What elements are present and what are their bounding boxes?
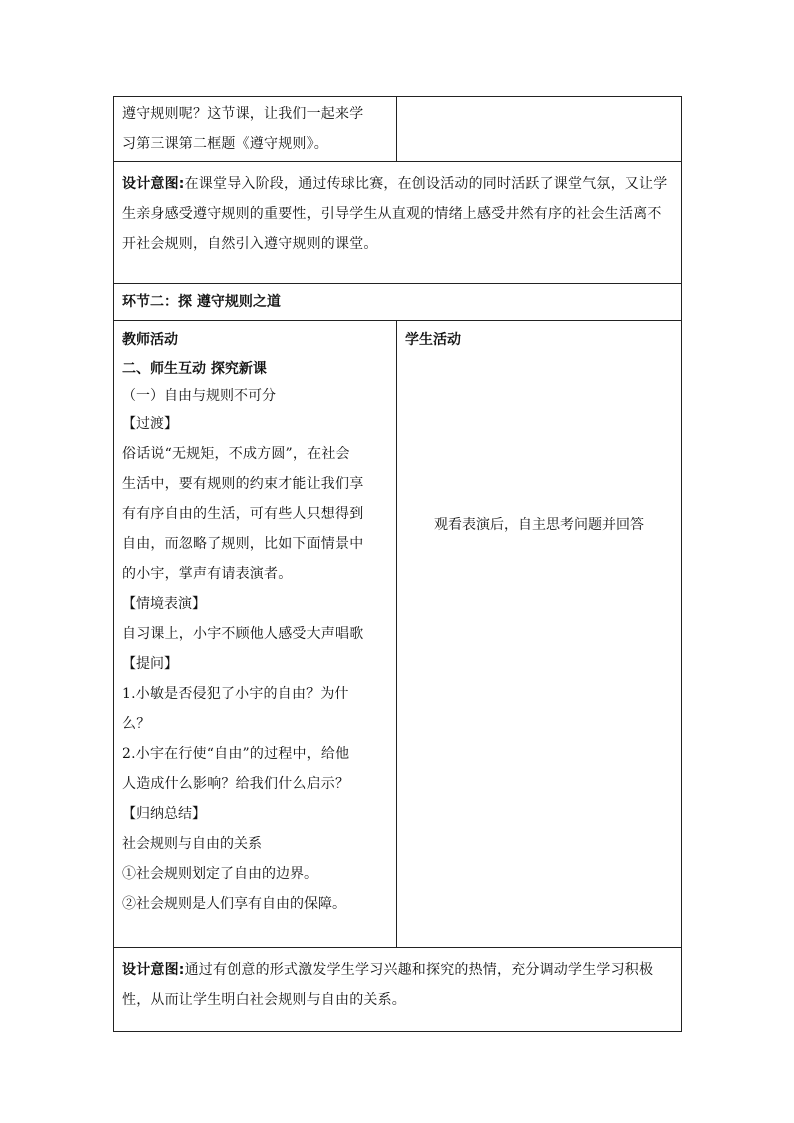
design-intent-label: 设计意图: (122, 962, 185, 978)
design-intent-paragraph (122, 955, 673, 1015)
spacer (405, 355, 673, 510)
section-title-row (114, 284, 682, 321)
teacher-continuation-cell (114, 97, 397, 162)
intro-continuation-row (114, 97, 682, 162)
transition-tag: 【过渡】 (122, 416, 178, 432)
design-intent-text: 在课堂导入阶段，通过传球比赛，在创设活动的同时活跃了课堂气氛，又让学生亲身感受遵守规则的重要性，引导学生从直观的情绪上感受井然有序的社会生活离不开社会规则，自然引入遵守规则的课堂。 (122, 176, 668, 252)
design-intent-paragraph (122, 169, 673, 259)
design-intent-cell-2 (114, 948, 682, 1032)
transition-line: 俗话说“无规矩，不成方圆”，在社会 (122, 446, 350, 462)
teacher-activity-cell (114, 321, 397, 948)
teacher-activity-header: 教师活动 (122, 332, 178, 348)
student-continuation-cell (397, 97, 682, 162)
section-title-cell (114, 284, 682, 321)
transition-line: 生活中，要有规则的约束才能让我们享 (122, 476, 364, 492)
question-2-line: 人造成什么影响？给我们什么启示？ (122, 776, 350, 792)
teacher-subtitle: 二、师生互动 探究新课 (122, 361, 267, 377)
scene-tag: 【情境表演】 (122, 596, 206, 612)
student-activity-cell (397, 321, 682, 948)
summary-item: ①社会规则划定了自由的边界。 (122, 866, 318, 882)
design-intent-cell-1 (114, 162, 682, 284)
design-intent-row-1 (114, 162, 682, 284)
teacher-point: （一）自由与规则不可分 (122, 388, 276, 404)
text-line: 习第三课第二框题《遵守规则》。 (122, 136, 328, 152)
transition-line: 自由，而忽略了规则，比如下面情景中 (122, 536, 364, 552)
question-1-line: 1.小敏是否侵犯了小宇的自由？为什 (122, 686, 349, 702)
summary-title: 社会规则与自由的关系 (122, 836, 262, 852)
question-2-line: 2.小宇在行使“自由”的过程中，给他 (122, 746, 350, 762)
activity-row (114, 321, 682, 948)
student-activity-text: 观看表演后，自主思考问题并回答 (434, 517, 644, 533)
design-intent-label: 设计意图: (122, 176, 185, 192)
question-1-line: 么？ (122, 716, 151, 732)
design-intent-text: 通过有创意的形式激发学生学习兴趣和探究的热情，充分调动学生学习积极性，从而让学生明白社会规则与自由的关系。 (122, 962, 654, 1008)
question-tag: 【提问】 (122, 656, 178, 672)
summary-item: ②社会规则是人们享有自由的保障。 (122, 896, 346, 912)
scene-text: 自习课上，小宇不顾他人感受大声唱歌 (122, 626, 364, 642)
transition-line: 的小宇，掌声有请表演者。 (122, 566, 293, 582)
student-activity-header: 学生活动 (405, 332, 461, 348)
design-intent-row-2 (114, 948, 682, 1032)
text-line: 遵守规则呢？这节课，让我们一起来学 (122, 106, 364, 122)
transition-line: 有有序自由的生活，可有些人只想得到 (122, 506, 364, 522)
lesson-plan-table (113, 96, 682, 1032)
summary-tag: 【归纳总结】 (122, 806, 206, 822)
section-title: 环节二：探 遵守规则之道 (122, 294, 281, 310)
